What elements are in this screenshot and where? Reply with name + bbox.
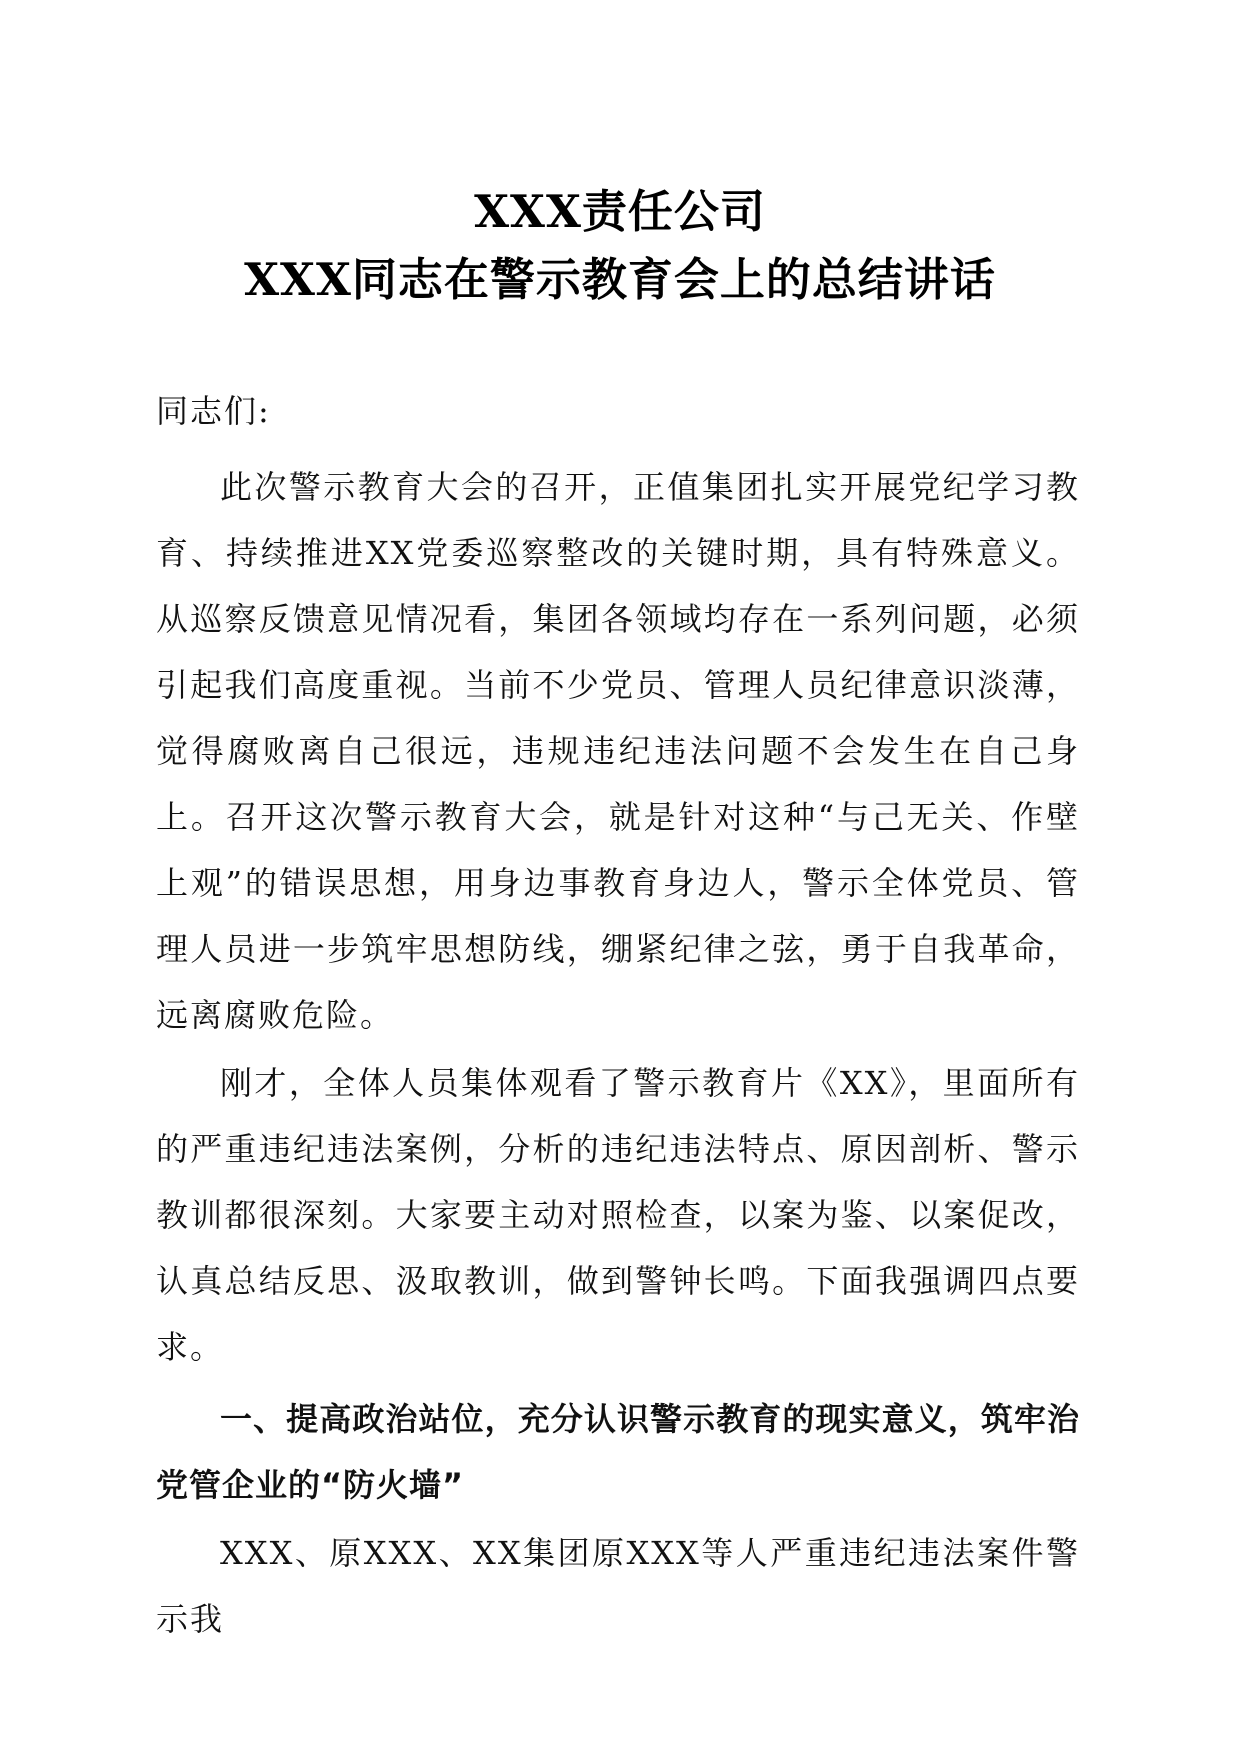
document-title bbox=[0, 178, 1240, 314]
paragraph-intro: 此次警示教育大会的召开，正值集团扎实开展党纪学习教育、持续推进XX党委巡察整改的关键时期，具有特殊意义。从巡察反馈意见情况看，集团各领域均存在一系列问题，必须引起我们高度重视。当前不少党员、管理人员纪律意识淡薄，觉得腐败离自己很远，违规违纪违法问题不会发生在自己身上。召开这次警示教育大会，就是针对这种“与己无关、作壁上观”的错误思想，用身边事教育身边人，警示全体党员、管理人员进一步筑牢思想防线，绷紧纪律之弦，勇于自我革命，远离腐败危险。 bbox=[156, 468, 1080, 1034]
paragraph-video: 刚才，全体人员集体观看了警示教育片《XX》，里面所有的严重违纪违法案例，分析的违纪违法特点、原因剖析、警示教训都很深刻。大家要主动对照检查，以案为鉴、以案促改，认真总结反思、汲取教训，做到警钟长鸣。下面我强调四点要求。 bbox=[156, 1064, 1080, 1366]
title-line-company: XXX责任公司 bbox=[474, 185, 766, 238]
document-body bbox=[156, 378, 1080, 1654]
salutation: 同志们: bbox=[156, 392, 271, 430]
title-line-speech: XXX同志在警示教育会上的总结讲话 bbox=[244, 253, 996, 306]
paragraph-section-1: XXX、原XXX、XX集团原XXX等人严重违纪违法案件警示我 bbox=[156, 1534, 1080, 1638]
section-heading-1: 一、提高政治站位，充分认识警示教育的现实意义，筑牢治党管企业的“防火墙” bbox=[156, 1400, 1080, 1504]
